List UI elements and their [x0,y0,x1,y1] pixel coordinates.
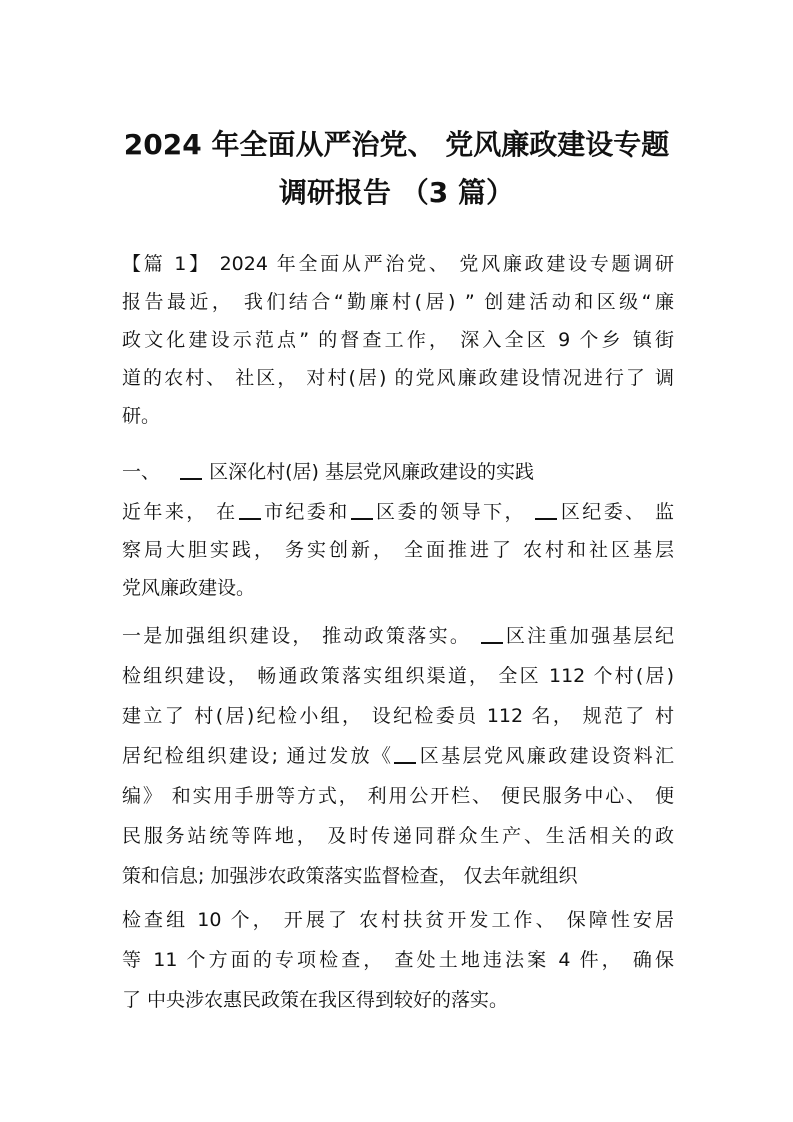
paragraph-line: 研。 [122,405,161,427]
paragraph-line: 策和信息; 加强涉农政策落实监督检查， 仅去年就组织 [122,865,578,887]
paragraph-line: 等 11 个方面的专项检查， 查处土地违法案 4 件， 确保 [122,949,674,971]
paragraph-line: 报告最近， 我们结合“勤廉村(居) ” 创建活动和区级“廉 [122,291,674,313]
text-segment: 一是加强组织建设， 推动政策落实。 [122,625,472,647]
paragraph-line: 民服务站统等阵地， 及时传递同群众生产、生活相关的政 [122,825,674,847]
blank-underline [351,500,373,520]
text-segment: 区委的领导下， [373,501,526,523]
text-segment: 区纪委、 监 [558,501,674,523]
paragraph-line: 政文化建设示范点” 的督查工作， 深入全区 9 个乡 镇街 [122,329,674,351]
document-title-line-2: 调研报告 （3 篇） [279,176,514,209]
text-segment: 近年来， 在 [122,501,238,523]
paragraph-line: 了 中央涉农惠民政策在我区得到较好的落实。 [122,989,509,1011]
paragraph-line [122,500,674,524]
paragraph-line: 党风廉政建设。 [122,577,256,599]
document-title-line-1: 2024 年全面从严治党、 党风廉政建设专题 [123,128,670,161]
text-segment: 区基层党风廉政建设资料汇 [417,745,674,767]
paragraph-line: 检查组 10 个， 开展了 农村扶贫开发工作、 保障性安居 [122,909,674,931]
paragraph-line: 建立了 村(居)纪检小组， 设纪检委员 112 名， 规范了 村 [122,705,674,727]
blank-underline [180,460,202,480]
text-segment: 市纪委和 [261,501,350,523]
blank-underline [239,500,261,520]
blank-underline [481,624,503,644]
paragraph-line: 检组织建设， 畅通政策落实组织渠道， 全区 112 个村(居) [122,665,674,687]
blank-underline [535,500,557,520]
heading-number: 一、 [122,461,161,483]
heading-text: 区深化村(居) 基层党风廉政建设的实践 [209,461,534,483]
paragraph-line [122,624,674,648]
paragraph-line [122,744,674,768]
blank-underline [394,744,416,764]
text-segment: 区注重加强基层纪 [503,625,674,647]
paragraph-line: 【篇 1】 2024 年全面从严治党、 党风廉政建设专题调研 [122,253,674,275]
section-heading [122,460,674,484]
paragraph-line: 编》 和实用手册等方式， 利用公开栏、 便民服务中心、 便 [122,785,674,807]
paragraph-line: 察局大胆实践， 务实创新， 全面推进了 农村和社区基层 [122,539,674,561]
paragraph-line: 道的农村、 社区， 对村(居) 的党风廉政建设情况进行了 调 [122,367,674,389]
text-segment: 居纪检组织建设; 通过发放《 [122,745,394,767]
